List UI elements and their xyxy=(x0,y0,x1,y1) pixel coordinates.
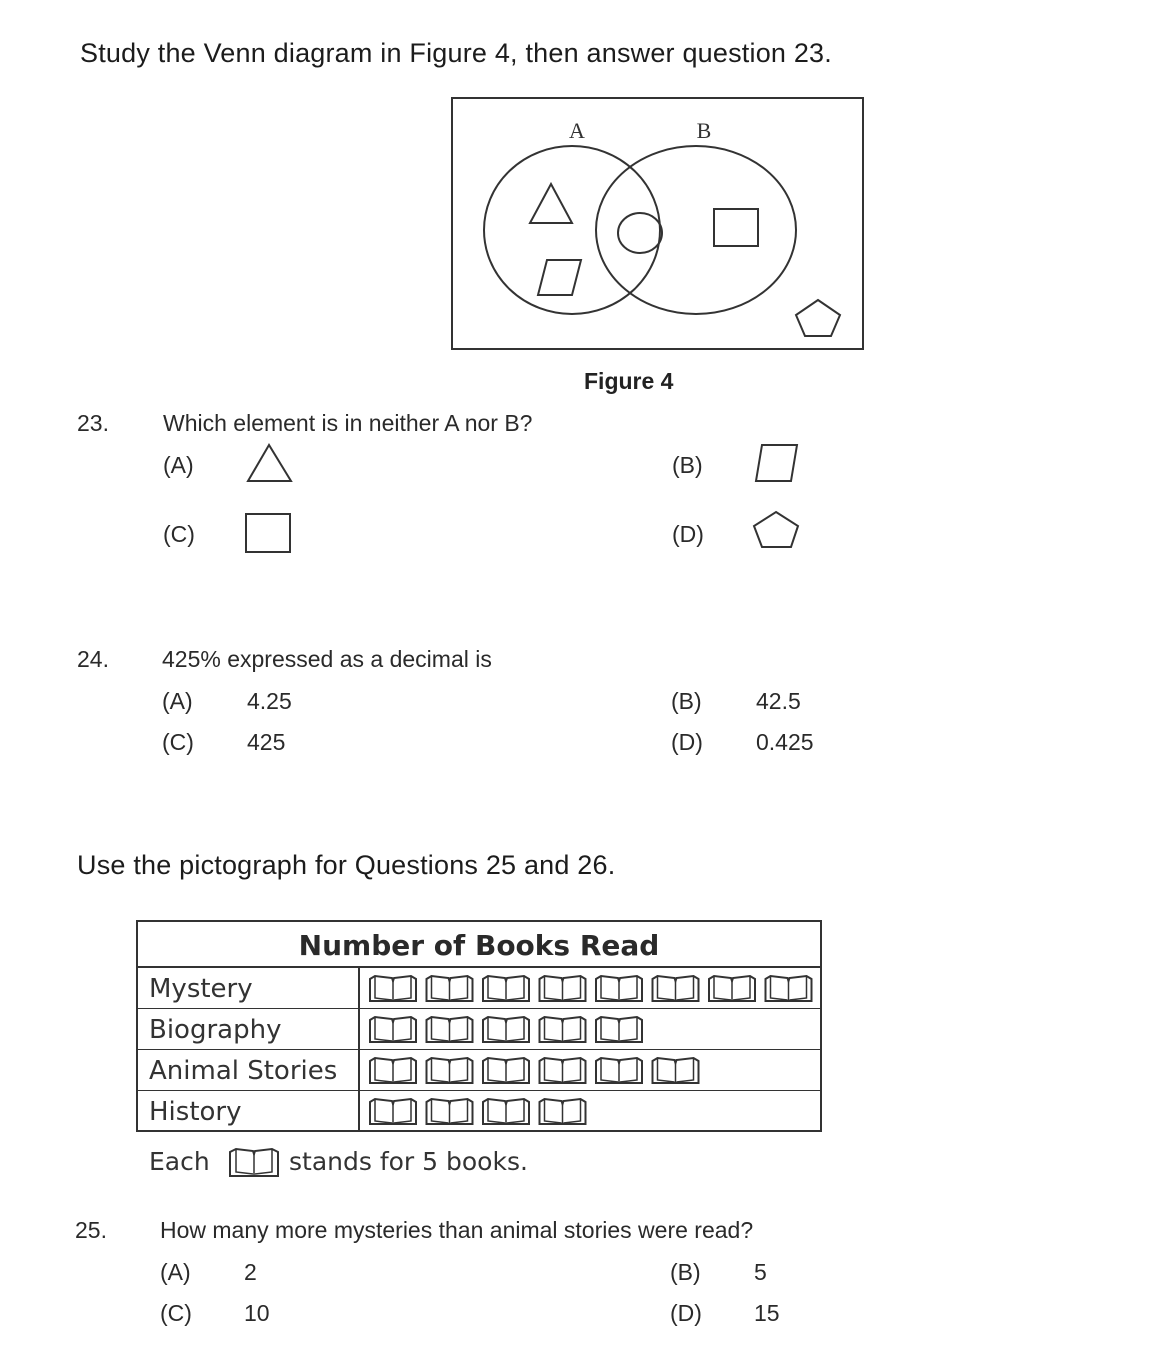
q25-option-d-letter[interactable]: (D) xyxy=(670,1300,702,1326)
pictograph-row-mystery xyxy=(138,968,820,1009)
book-icon xyxy=(370,1017,416,1042)
q23-option-a-letter[interactable]: (A) xyxy=(163,452,194,478)
book-icon xyxy=(596,976,642,1001)
q24-option-b-letter[interactable]: (B) xyxy=(671,688,702,714)
q24-option-d-letter[interactable]: (D) xyxy=(671,729,703,755)
q25-option-c-value: 10 xyxy=(244,1300,270,1326)
q24-option-a-value: 4.25 xyxy=(247,688,292,714)
q23-option-b-letter[interactable]: (B) xyxy=(672,452,703,478)
pictograph-category: Mystery xyxy=(138,968,360,1008)
book-icon xyxy=(540,976,586,1001)
pictograph-icons xyxy=(368,1015,651,1045)
book-icon xyxy=(540,1058,586,1083)
pictograph-icons xyxy=(368,974,820,1004)
pictograph-key-suffix: stands for 5 books. xyxy=(289,1147,528,1176)
book-icon xyxy=(483,976,529,1001)
book-icon xyxy=(483,1058,529,1083)
pictograph-category: Animal Stories xyxy=(138,1050,360,1090)
q24-option-b-value: 42.5 xyxy=(756,688,801,714)
book-icon xyxy=(370,1099,416,1124)
q24-option-c-letter[interactable]: (C) xyxy=(162,729,194,755)
book-icon xyxy=(427,976,473,1001)
book-icon xyxy=(766,976,812,1001)
pictograph-icons xyxy=(368,1097,594,1127)
q23-text: Which element is in neither A nor B? xyxy=(163,410,533,436)
book-icon xyxy=(653,1058,699,1083)
pictograph-row-history xyxy=(138,1091,820,1132)
venn-label-b: B xyxy=(696,118,712,143)
q23-number: 23. xyxy=(77,410,109,436)
q25-option-a-letter[interactable]: (A) xyxy=(160,1259,191,1285)
book-icon xyxy=(427,1058,473,1083)
q24-number: 24. xyxy=(77,646,109,672)
q25-option-a-value: 2 xyxy=(244,1259,257,1285)
book-icon xyxy=(483,1099,529,1124)
book-icon xyxy=(653,976,699,1001)
book-icon xyxy=(427,1099,473,1124)
pictograph-intro: Use the pictograph for Questions 25 and 26. xyxy=(77,850,616,880)
q24-option-c-value: 425 xyxy=(247,729,286,755)
book-icon xyxy=(370,976,416,1001)
q23-option-c-letter[interactable]: (C) xyxy=(163,521,195,547)
pictograph-table xyxy=(136,920,822,1132)
pictograph-category: History xyxy=(138,1091,360,1132)
pictograph-row-animal-stories xyxy=(138,1050,820,1091)
venn-label-a: A xyxy=(569,118,585,143)
book-icon xyxy=(596,1058,642,1083)
venn-intro: Study the Venn diagram in Figure 4, then answer question 23. xyxy=(80,38,832,68)
q25-option-b-letter[interactable]: (B) xyxy=(670,1259,701,1285)
q25-option-b-value: 5 xyxy=(754,1259,767,1285)
q25-number: 25. xyxy=(75,1217,107,1243)
q24-text: 425% expressed as a decimal is xyxy=(162,646,492,672)
pentagon-icon xyxy=(754,512,798,547)
book-icon xyxy=(228,1146,280,1178)
q23-option-shapes xyxy=(0,0,1150,600)
book-icon xyxy=(370,1058,416,1083)
parallelogram-icon xyxy=(756,445,797,481)
book-icon xyxy=(596,1017,642,1042)
triangle-icon xyxy=(248,445,291,481)
q25-option-c-letter[interactable]: (C) xyxy=(160,1300,192,1326)
book-icon xyxy=(540,1017,586,1042)
figure-caption: Figure 4 xyxy=(584,368,674,394)
q25-text: How many more mysteries than animal stories were read? xyxy=(160,1217,754,1243)
q25-option-d-value: 15 xyxy=(754,1300,780,1326)
book-icon xyxy=(483,1017,529,1042)
pictograph-icons xyxy=(368,1056,707,1086)
pictograph-row-biography xyxy=(138,1009,820,1050)
square-icon xyxy=(246,514,290,552)
pictograph-category: Biography xyxy=(138,1009,360,1049)
q23-option-d-letter[interactable]: (D) xyxy=(672,521,704,547)
book-icon xyxy=(709,976,755,1001)
book-icon xyxy=(540,1099,586,1124)
pictograph-title: Number of Books Read xyxy=(138,922,820,968)
pictograph-key-prefix: Each xyxy=(149,1147,210,1176)
q24-option-d-value: 0.425 xyxy=(756,729,814,755)
book-icon xyxy=(427,1017,473,1042)
q24-option-a-letter[interactable]: (A) xyxy=(162,688,193,714)
